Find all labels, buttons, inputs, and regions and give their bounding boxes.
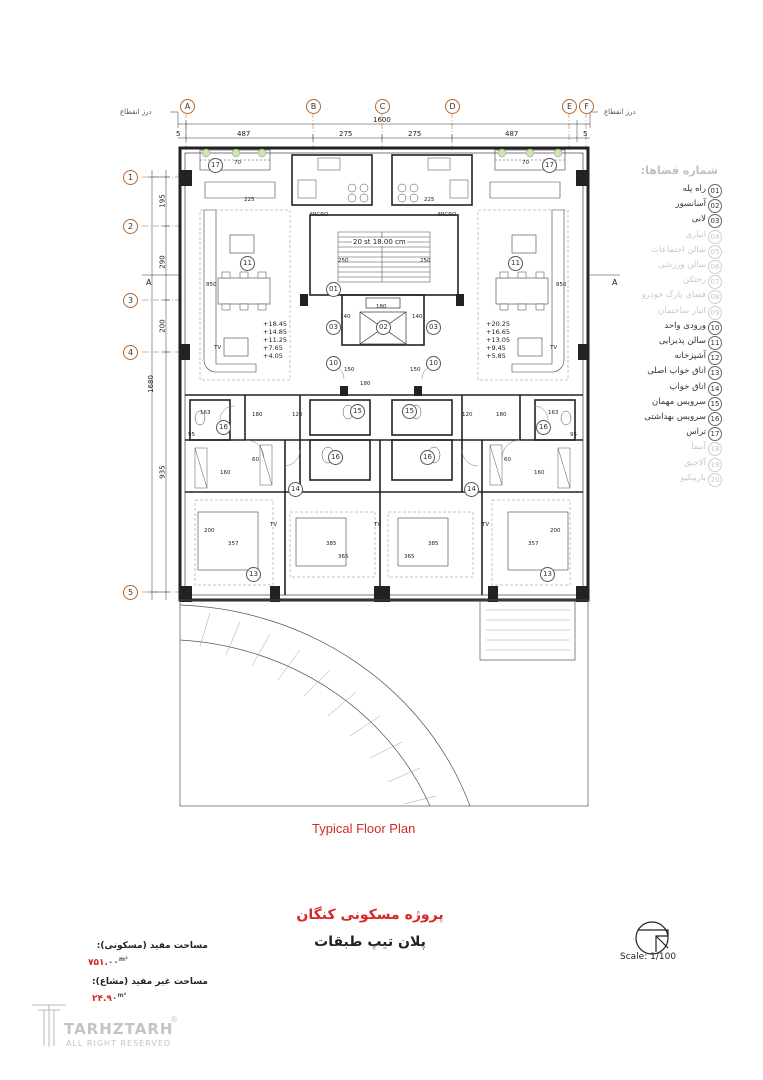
- legend-item-number: 03: [708, 214, 722, 228]
- dim-60-right: 60: [504, 457, 511, 463]
- legend-item: [604, 412, 722, 426]
- room-tag-lobby-left: 03: [326, 320, 341, 335]
- watermark-sub: ALL RIGHT RESERVED: [66, 1039, 172, 1048]
- dim-total-height: 1680: [146, 375, 155, 393]
- legend-item-label: لابی: [691, 214, 706, 225]
- ramp-segments: [200, 610, 570, 804]
- project-title: پروژه مسکونی کنگان: [296, 907, 444, 923]
- dim-140-right: 140: [412, 314, 423, 320]
- grid-bubble-2: 2: [123, 219, 138, 234]
- dim-160-right: 160: [534, 470, 545, 476]
- room-tag-wc-center-left: 16: [328, 450, 343, 465]
- dim-250-right: 250: [420, 258, 431, 264]
- legend-item-number: 02: [708, 199, 722, 213]
- plan-title: Typical Floor Plan: [312, 821, 416, 836]
- legend-item: [604, 275, 722, 289]
- dim-60-left: 60: [252, 457, 259, 463]
- legend-item: [604, 397, 722, 411]
- legend-item: [604, 230, 722, 244]
- room-tag-guest-wc-left: 15: [350, 404, 365, 419]
- dim-850-left: 850: [206, 282, 217, 288]
- area-nonuseful-value: [92, 992, 126, 1004]
- grid-bubble-D: D: [445, 99, 460, 114]
- legend-item-number: 01: [708, 184, 722, 198]
- elevation-stack-left: +18.45 +14.85 +11.25 +7.65 +4.05: [263, 320, 288, 360]
- legend-item-label: سالن ورزشی: [658, 260, 706, 270]
- dim-357-right: 357: [528, 541, 539, 547]
- legend-item-number: 14: [708, 382, 722, 396]
- legend-item-number: 04: [708, 230, 722, 244]
- dim-357-left: 357: [228, 541, 239, 547]
- dim-120-right: 120: [462, 412, 473, 418]
- legend-item-number: 09: [708, 306, 722, 320]
- legend-item-number: 18: [708, 442, 722, 456]
- legend-item-label: انبار ساختمان: [658, 305, 706, 316]
- grid-bubble-5: 5: [123, 585, 138, 600]
- dim-225-left: 225: [244, 197, 255, 203]
- legend-item: [604, 184, 722, 198]
- label-tv-5: TV: [550, 345, 558, 351]
- area-nonuseful-unit: m²: [117, 992, 127, 999]
- legend-item-number: 20: [708, 473, 722, 487]
- dim-span-bc: 275: [339, 130, 353, 138]
- legend-item: [604, 473, 722, 487]
- area-useful-label: مساحت مفید (مسکونی):: [96, 941, 208, 951]
- dim-163-right: 163: [548, 410, 559, 416]
- legend-item-label: سرویس بهداشتی: [644, 412, 706, 422]
- label-micro-left: MICRO: [310, 212, 329, 218]
- legend-item-label: رختکن: [682, 275, 706, 286]
- north-arrow-icon: [636, 922, 668, 954]
- room-tag-living-left: 11: [240, 256, 255, 271]
- label-micro-right: MICRO: [438, 212, 457, 218]
- grid-bubble-B: B: [306, 99, 321, 114]
- legend-item-label: آلاچیق: [683, 457, 706, 468]
- legend-item: [604, 306, 722, 320]
- elevation-stack-right: +20.25 +16.65 +13.05 +9.45 +5.85: [486, 320, 511, 360]
- legend-item: [604, 442, 722, 456]
- label-tv-1: TV: [270, 522, 278, 528]
- legend-item-label: سالن پذیرایی: [658, 336, 706, 346]
- room-tag-wc-left: 16: [216, 420, 231, 435]
- legend-item-label: راه پله: [682, 184, 706, 194]
- label-tv-4: TV: [214, 345, 222, 351]
- dim-span-de: 487: [505, 130, 519, 138]
- legend-item: [604, 214, 722, 228]
- legend-item-number: 19: [708, 458, 722, 472]
- legend-item: [604, 336, 722, 350]
- legend-item-number: 05: [708, 245, 722, 259]
- grid-bubble-C: C: [375, 99, 390, 114]
- legend-item-label: سرویس مهمان: [651, 396, 706, 407]
- grid-bubble-1: 1: [123, 170, 138, 185]
- area-nonuseful-label: مساحت غیر مفید (مشاع):: [92, 977, 208, 987]
- legend-item: [604, 382, 722, 396]
- space-legend: [602, 164, 722, 504]
- area-useful-number: ۷۵۱.۰۰: [88, 958, 119, 968]
- legend-item-label: آسانسور: [675, 199, 706, 210]
- legend-item-number: 12: [708, 351, 722, 365]
- section-mark-left: A: [146, 278, 152, 287]
- legend-item-number: 07: [708, 275, 722, 289]
- legend-item-label: آشپزخانه: [674, 351, 706, 362]
- room-tag-wc-center-right: 16: [420, 450, 435, 465]
- room-tag-lift: 02: [376, 320, 391, 335]
- grid-bubble-E: E: [562, 99, 577, 114]
- legend-item-label: ورودی واحد: [664, 320, 706, 331]
- grid-bubble-3: 3: [123, 293, 138, 308]
- room-tag-terrace-right: 17: [542, 158, 557, 173]
- dim-200-right: 200: [550, 528, 561, 534]
- legend-item-label: انباری: [685, 229, 706, 240]
- legend-item-number: 11: [708, 336, 722, 350]
- label-tv-3: TV: [482, 522, 490, 528]
- legend-item: [604, 366, 722, 380]
- dim-180-right: 180: [496, 412, 507, 418]
- brand-logo-mark: [32, 1005, 66, 1047]
- legend-item: [604, 199, 722, 213]
- dim-200-left: 200: [204, 528, 215, 534]
- legend-item-number: 16: [708, 412, 722, 426]
- legend-item-label: اتاق خواب اصلی: [647, 366, 706, 377]
- legend-item-number: 06: [708, 260, 722, 274]
- dim-edge-right: 5: [583, 130, 588, 138]
- legend-item-number: 13: [708, 366, 722, 380]
- stair-label: 20 st 18.00 cm: [353, 238, 406, 246]
- dim-163-left: 163: [200, 410, 211, 416]
- dim-span-ab: 487: [237, 130, 251, 138]
- label-tv-2: TV: [374, 522, 382, 528]
- legend-item: [604, 245, 722, 259]
- dim-150-left: 150: [344, 367, 355, 373]
- dim-225-right: 225: [424, 197, 435, 203]
- grid-bubble-F: F: [579, 99, 594, 114]
- legend-item: [604, 351, 722, 365]
- room-tag-lobby-right: 03: [426, 320, 441, 335]
- dim-150-right: 150: [410, 367, 421, 373]
- legend-item-label: اتاق خواب: [669, 381, 706, 392]
- room-tag-bedroom-left: 14: [288, 482, 303, 497]
- grid-bubble-4: 4: [123, 345, 138, 360]
- room-tag-entry-right: 10: [426, 356, 441, 371]
- dim-160-left: 160: [220, 470, 231, 476]
- area-nonuseful-number: ۲۴.۹۰: [92, 994, 118, 1004]
- dim-250-left: 250: [338, 258, 349, 264]
- legend-item-number: 15: [708, 397, 722, 411]
- plan-subtitle: پلان تیپ طبقات: [314, 934, 426, 950]
- courtyard-ramp: [180, 600, 588, 806]
- expansion-joint-label-left: درز انقطاع: [120, 108, 152, 116]
- legend-item-label: آبنما: [691, 442, 706, 453]
- watermark-brand: TARHZTARH: [64, 1020, 174, 1038]
- dim-95-left: 95: [188, 432, 195, 438]
- dim-385-right: 385: [428, 541, 439, 547]
- dim-95-right: 95: [570, 432, 577, 438]
- room-tag-living-right: 11: [508, 256, 523, 271]
- dim-850-right: 850: [556, 282, 567, 288]
- dim-140-left: 140: [340, 314, 351, 320]
- legend-item-label: باربیکیو: [680, 472, 706, 483]
- dim-180-left: 180: [252, 412, 263, 418]
- room-tag-entry-left: 10: [326, 356, 341, 371]
- dim-365-right: 365: [404, 554, 415, 560]
- room-tag-stair: 01: [326, 282, 341, 297]
- room-tag-master-right: 13: [540, 567, 555, 582]
- area-useful-unit: m²: [118, 956, 128, 963]
- dim-edge-left: 5: [176, 130, 181, 138]
- room-tag-terrace-left: 17: [208, 158, 223, 173]
- room-tag-bedroom-right: 14: [464, 482, 479, 497]
- expansion-joint-label-right: درز انقطاع: [604, 108, 636, 116]
- legend-item-number: 08: [708, 290, 722, 304]
- dim-385-left: 385: [326, 541, 337, 547]
- room-tag-master-left: 13: [246, 567, 261, 582]
- watermark-registered: ®: [170, 1015, 178, 1024]
- dim-120-left: 120: [292, 412, 303, 418]
- room-tag-guest-wc-right: 15: [402, 404, 417, 419]
- legend-item-number: 17: [708, 427, 722, 441]
- legend-item-label: تراس: [686, 427, 706, 438]
- section-mark-right: A: [612, 278, 618, 287]
- scale-label: Scale: 1/100: [620, 952, 677, 962]
- legend-item: [604, 427, 722, 441]
- dim-180-center: 180: [360, 381, 371, 387]
- dim-span-34: 200: [158, 319, 167, 333]
- legend-item-label: فضای پارک خودرو: [641, 290, 706, 301]
- dim-365-left: 365: [338, 554, 349, 560]
- area-useful-value: [88, 956, 128, 968]
- legend-item-label: سالن اجتماعات: [651, 244, 706, 255]
- legend-item-number: 10: [708, 321, 722, 335]
- dim-70-right: 70: [522, 160, 529, 166]
- dim-total-width: 1600: [373, 116, 391, 124]
- dim-span-12: 195: [158, 194, 167, 208]
- room-tag-wc-right: 16: [536, 420, 551, 435]
- dim-70-left: 70: [234, 160, 241, 166]
- dim-span-45: 935: [158, 465, 167, 479]
- legend-item: [604, 260, 722, 274]
- dim-180-lift: 180: [376, 304, 387, 310]
- grid-bubble-A: A: [180, 99, 195, 114]
- legend-item: [604, 290, 722, 304]
- legend-item: [604, 458, 722, 472]
- dim-span-cd: 275: [408, 130, 422, 138]
- dim-span-23: 290: [158, 255, 167, 269]
- legend-title: شماره فضاها:: [640, 164, 718, 177]
- legend-item: [604, 321, 722, 335]
